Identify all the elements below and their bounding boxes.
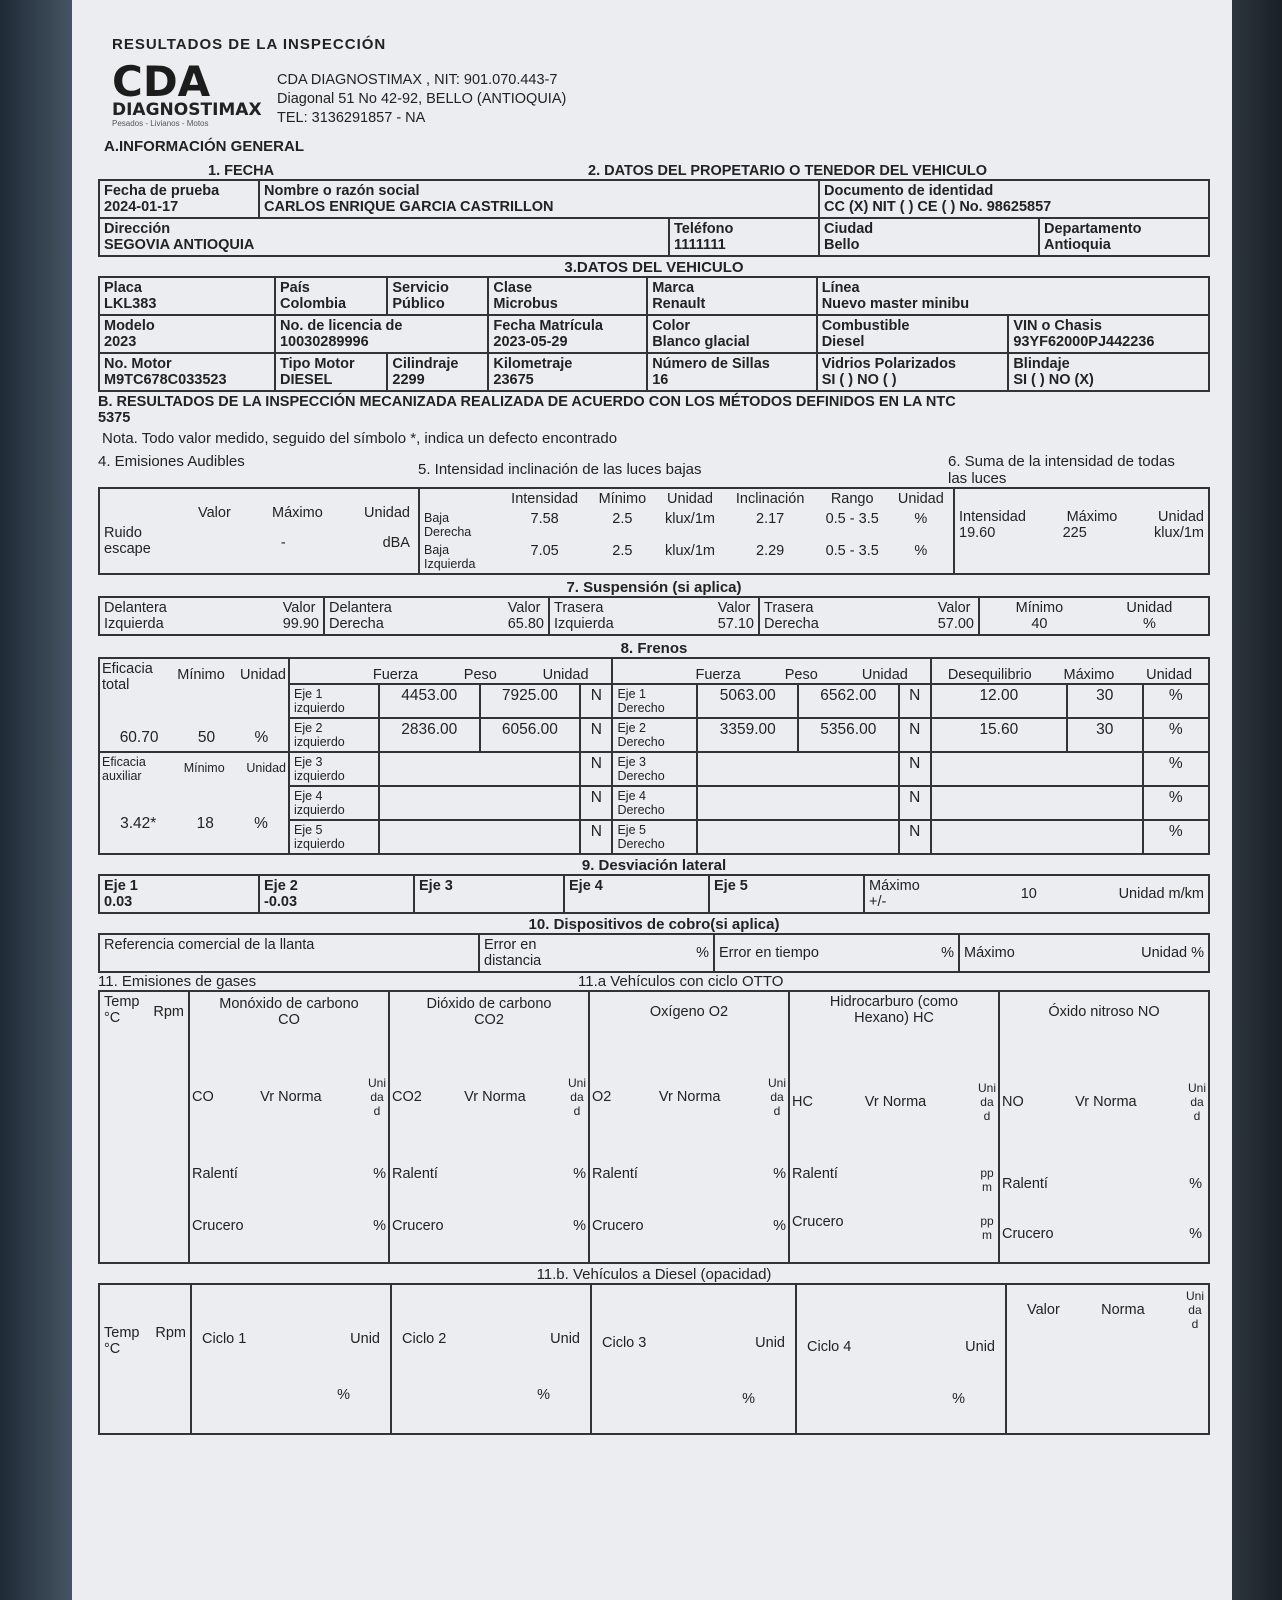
motor-label: No. Motor	[104, 356, 172, 372]
desviacion-maximo: 10	[1020, 886, 1037, 902]
ciclo1-unidad: %	[337, 1387, 350, 1403]
vin-value: 93YF62000PJ442236	[1013, 334, 1155, 350]
co2-crucero-label: Crucero	[392, 1218, 444, 1234]
eje-der-peso: 5356.00	[798, 718, 899, 752]
placa-label: Placa	[104, 280, 142, 296]
luces-bajas-title: 5. Intensidad inclinación de las luces bajas	[418, 461, 702, 478]
eje-unidad: %	[1143, 752, 1209, 786]
eficacia-total-label: Eficacia total	[102, 661, 153, 693]
vehicle-table	[98, 276, 1210, 392]
suma-luces-title: 6. Suma de la intensidad de todas las luces	[948, 453, 1175, 487]
ciclo2-label: Ciclo 2	[402, 1331, 447, 1347]
ciclo2-unid: Unid	[550, 1331, 580, 1347]
fecha-value: 2024-01-17	[104, 199, 179, 215]
ciclo4-unidad: %	[952, 1391, 965, 1407]
eficacia-total-minimo-label: Mínimo	[177, 667, 225, 683]
linea-value: Nuevo master minibu	[821, 296, 970, 312]
luz-unidad: klux/1m	[665, 511, 715, 527]
no-abbr: NO	[1002, 1094, 1024, 1110]
eje-der-fuerza: 5063.00	[697, 684, 798, 718]
co2-norma-label: Vr Norma	[464, 1089, 526, 1105]
combustible-label: Combustible	[821, 318, 910, 334]
eje-der-label: Eje 3 Derecho	[612, 752, 697, 786]
eficacia-aux-label: Eficacia auxiliar	[102, 755, 146, 783]
no-ralenti-unidad: %	[1189, 1176, 1202, 1192]
co-crucero-label: Crucero	[192, 1218, 244, 1234]
hc-ralenti-label: Ralentí	[792, 1166, 838, 1182]
unidad-izq-header: Unidad	[542, 667, 589, 683]
owner-table	[98, 179, 1210, 257]
combustible-value: Diesel	[821, 334, 865, 350]
no-column	[999, 991, 1209, 1263]
no-title: Óxido nitroso NO	[1048, 1004, 1160, 1020]
section-a-title: A.INFORMACIÓN GENERAL	[104, 138, 304, 155]
co-norma-label: Vr Norma	[260, 1089, 322, 1105]
emisiones-table	[98, 487, 1210, 575]
o2-unidad-label: Unidad	[768, 1076, 787, 1118]
licencia-label: No. de licencia de	[279, 318, 403, 334]
modelo-label: Modelo	[104, 318, 155, 334]
o2-crucero-label: Crucero	[592, 1218, 644, 1234]
suspension-label: Trasera Derecha	[764, 600, 819, 632]
peso-der-header: Peso	[784, 667, 818, 683]
diesel-valor-label: Valor	[1027, 1302, 1060, 1318]
eje-izq-unidad: N	[580, 684, 612, 718]
co2-crucero-unidad: %	[573, 1218, 586, 1234]
eficacia-aux-unidad-label: Unidad	[246, 761, 286, 775]
eje-der-unidad: N	[899, 820, 931, 854]
nombre-label: Nombre o razón social	[264, 183, 420, 199]
cobro-unidad-label: Unidad %	[1141, 945, 1204, 961]
eje-izq-peso: 7925.00	[480, 684, 581, 718]
company-name: CDA DIAGNOSTIMAX , NIT: 901.070.443-7	[277, 72, 558, 88]
ciclo4-label: Ciclo 4	[807, 1339, 852, 1355]
company-phone: TEL: 3136291857 - NA	[277, 110, 426, 126]
luz-minimo: 2.5	[612, 511, 633, 527]
no-ralenti-label: Ralentí	[1002, 1176, 1048, 1192]
departamento-label: Departamento	[1044, 221, 1142, 237]
ciclo1-label: Ciclo 1	[202, 1331, 247, 1347]
eje-der-label: Eje 4 Derecho	[612, 786, 697, 820]
luz-rango: 0.5 - 3.5	[825, 543, 879, 559]
company-address: Diagonal 51 No 42-92, BELLO (ANTIOQUIA)	[277, 91, 567, 107]
eje-izq-fuerza: 4453.00	[379, 684, 480, 718]
suma-intensidad: 19.60	[959, 525, 996, 541]
luz-unidad2: %	[914, 511, 928, 527]
desviacion-eje2-valor: -0.03	[264, 894, 298, 910]
eje-der-unidad: N	[899, 718, 931, 752]
diesel-unidad-label: Unidad	[1185, 1289, 1204, 1331]
cobro-error-tiempo-label: Error en tiempo	[719, 945, 819, 961]
o2-norma-label: Vr Norma	[658, 1089, 721, 1105]
co-crucero-unidad: %	[373, 1218, 386, 1234]
eje-der-unidad: N	[899, 684, 931, 718]
unidad-header: Unidad	[667, 491, 713, 507]
eje-maximo: 30	[1067, 684, 1143, 718]
suspension-valor-label: Valor	[507, 600, 541, 616]
suspension-unidad-label: Unidad	[1126, 600, 1173, 616]
co-abbr: CO	[192, 1089, 214, 1105]
cobro-maximo-label: Máximo	[964, 945, 1015, 961]
luz-inclinacion: 2.17	[756, 511, 785, 527]
ntc-number: 5375	[98, 410, 131, 426]
minimo-header: Mínimo	[598, 491, 647, 507]
unidad-der-header: Unidad	[861, 667, 908, 683]
fuerza-izq-header: Fuerza	[372, 667, 419, 683]
o2-column	[589, 991, 789, 1263]
fecha-label: Fecha de prueba	[104, 183, 220, 199]
clase-value: Microbus	[493, 296, 558, 312]
vidrios-value: SI ( ) NO ( )	[821, 372, 897, 388]
ciudad-value: Bello	[824, 237, 860, 253]
luz-intensidad: 7.05	[530, 543, 559, 559]
ciclo2-unidad: %	[537, 1387, 550, 1403]
no-crucero-unidad: %	[1189, 1226, 1202, 1242]
diesel-title: 11.b. Vehículos a Diesel (opacidad)	[536, 1266, 772, 1283]
color-label: Color	[652, 318, 691, 334]
ruido-label: Ruido escape	[104, 525, 151, 557]
page-title: RESULTADOS DE LA INSPECCIÓN	[112, 36, 387, 53]
co-unidad-label: Unidad	[368, 1076, 387, 1118]
logo-text: CDA	[112, 57, 211, 106]
suspension-valor-label: Valor	[282, 600, 316, 616]
hc-abbr: HC	[792, 1094, 813, 1110]
suspension-valor: 57.10	[717, 616, 754, 632]
o2-abbr: O2	[592, 1089, 612, 1105]
matricula-label: Fecha Matrícula	[493, 318, 603, 334]
matricula-value: 2023-05-29	[493, 334, 568, 350]
eje-der-label: Eje 2 Derecho	[612, 718, 697, 752]
cobro-title: 10. Dispositivos de cobro(si aplica)	[528, 916, 780, 933]
diesel-norma-label: Norma	[1101, 1302, 1145, 1318]
blindaje-value: SI ( ) NO (X)	[1013, 372, 1094, 388]
placa-value: LKL383	[104, 296, 157, 312]
hc-crucero-label: Crucero	[792, 1214, 844, 1230]
emisiones-titles	[98, 453, 1210, 487]
suspension-valor: 65.80	[507, 616, 544, 632]
eje-izq-unidad: N	[580, 752, 612, 786]
eje-der-unidad: N	[899, 786, 931, 820]
eje-izq-label: Eje 3 izquierdo	[289, 752, 379, 786]
inclinacion-header: Inclinación	[735, 491, 805, 507]
servicio-value: Público	[392, 296, 445, 312]
vidrios-label: Vidrios Polarizados	[821, 356, 956, 372]
luz-unidad2: %	[914, 543, 928, 559]
eje-izq-label: Eje 1 izquierdo	[289, 684, 379, 718]
eje-maximo: 30	[1067, 718, 1143, 752]
eficacia-total-minimo: 50	[197, 729, 216, 746]
eje-desequilibrio: 15.60	[931, 718, 1067, 752]
suspension-unidad: %	[1142, 616, 1156, 632]
kilometraje-label: Kilometraje	[493, 356, 573, 372]
gases-titles	[98, 973, 1210, 990]
desviacion-eje5-label: Eje 5	[714, 878, 748, 894]
sillas-label: Número de Sillas	[652, 356, 770, 372]
eje-izq-label: Eje 2 izquierdo	[289, 718, 379, 752]
documento-label: Documento de identidad	[824, 183, 994, 199]
peso-izq-header: Peso	[463, 667, 497, 683]
suspension-valor: 57.00	[937, 616, 974, 632]
desviacion-eje3-label: Eje 3	[419, 878, 453, 894]
co2-column	[389, 991, 589, 1263]
suspension-title: 7. Suspensión (si aplica)	[566, 579, 742, 596]
cilindraje-label: Cilindraje	[392, 356, 459, 372]
luz-unidad: klux/1m	[665, 543, 715, 559]
otto-temp-label: Temp °C	[104, 994, 140, 1026]
ruido-maximo-header: Máximo	[272, 505, 323, 521]
fecha-title: 1. FECHA	[208, 163, 275, 179]
suspension-label: Delantera Izquierda	[104, 600, 167, 632]
no-crucero-label: Crucero	[1002, 1226, 1054, 1242]
color-value: Blanco glacial	[652, 334, 750, 350]
pais-label: País	[279, 280, 310, 296]
desviacion-table	[98, 874, 1210, 914]
hc-ralenti-unidad: ppm	[980, 1166, 994, 1194]
eje-der-label: Eje 5 Derecho	[612, 820, 697, 854]
marca-value: Renault	[652, 296, 706, 312]
section-b-title: B. RESULTADOS DE LA INSPECCIÓN MECANIZADA REALIZADA DE ACUERDO CON LOS MÉTODOS DEFINIDOS EN LA NTC	[98, 394, 956, 410]
logo-subtext: DIAGNOSTIMAX	[112, 100, 262, 120]
diesel-rpm-label: Rpm	[155, 1325, 186, 1341]
nota: Nota. Todo valor medido, seguido del símbolo *, indica un defecto encontrado	[102, 430, 618, 447]
ruido-unidad-header: Unidad	[364, 505, 410, 521]
gases-title: 11. Emisiones de gases	[98, 973, 257, 990]
eje-der-fuerza: 3359.00	[697, 718, 798, 752]
co2-ralenti-unidad: %	[573, 1166, 586, 1182]
suspension-valor-label: Valor	[717, 600, 751, 616]
ciclo3-label: Ciclo 3	[602, 1335, 647, 1351]
desequilibrio-header: Desequilibrio	[947, 667, 1032, 683]
ciclo4-unid: Unid	[965, 1339, 995, 1355]
owner-title: 2. DATOS DEL PROPETARIO O TENEDOR DEL VEHICULO	[588, 163, 988, 179]
otto-table	[98, 990, 1210, 1264]
ciclo1-unid: Unid	[350, 1331, 380, 1347]
diesel-temp-label: Temp °C	[104, 1325, 140, 1357]
desviacion-unidad: Unidad m/km	[1118, 886, 1204, 902]
suma-intensidad-header: Intensidad	[959, 509, 1026, 525]
kilometraje-value: 23675	[493, 372, 534, 388]
rango-header: Rango	[830, 491, 874, 507]
luz-rango: 0.5 - 3.5	[825, 511, 879, 527]
ciudad-label: Ciudad	[824, 221, 874, 237]
eje-izq-peso: 6056.00	[480, 718, 581, 752]
servicio-label: Servicio	[392, 280, 449, 296]
blindaje-label: Blindaje	[1013, 356, 1070, 372]
unidad2-header: Unidad	[897, 491, 944, 507]
eje-unidad: %	[1143, 718, 1209, 752]
ciclo3-unidad: %	[742, 1391, 755, 1407]
suspension-minimo-label: Mínimo	[1015, 600, 1064, 616]
unidad-header: Unidad	[1146, 667, 1193, 683]
departamento-value: Antioquia	[1044, 237, 1111, 253]
suma-unidad-header: Unidad	[1158, 509, 1204, 525]
eje-desequilibrio: 12.00	[931, 684, 1067, 718]
modelo-value: 2023	[104, 334, 137, 350]
cobro-error-tiempo-unidad: %	[941, 945, 954, 961]
clase-label: Clase	[493, 280, 533, 296]
co-ralenti-label: Ralentí	[192, 1166, 238, 1182]
eficacia-total-unidad: %	[254, 729, 269, 746]
freno-eje-3-row	[99, 752, 1209, 786]
direccion-value: SEGOVIA ANTIOQUIA	[104, 237, 255, 253]
co-title: Monóxido de carbono CO	[219, 996, 359, 1028]
suspension-label: Delantera Derecha	[329, 600, 392, 632]
eje-izq-unidad: N	[580, 786, 612, 820]
hc-column	[789, 991, 999, 1263]
eficacia-aux-unidad: %	[254, 815, 268, 832]
suspension-valor: 99.90	[282, 616, 319, 632]
frenos-title: 8. Frenos	[620, 640, 688, 657]
eje-unidad: %	[1143, 684, 1209, 718]
eje-izq-unidad: N	[580, 820, 612, 854]
eficacia-aux-minimo: 18	[196, 815, 214, 832]
o2-ralenti-label: Ralentí	[592, 1166, 638, 1182]
suspension-label: Trasera Izquierda	[554, 600, 614, 632]
suspension-minimo: 40	[1031, 616, 1048, 632]
documento-value: CC (X) NIT ( ) CE ( ) No. 98625857	[824, 199, 1052, 215]
luz-baja-derecha-row	[420, 509, 953, 541]
hc-title: Hidrocarburo (como Hexano) HC	[829, 994, 959, 1026]
ciclo3-unid: Unid	[755, 1335, 785, 1351]
eje-izq-fuerza: 2836.00	[379, 718, 480, 752]
o2-crucero-unidad: %	[773, 1218, 786, 1234]
cobro-error-distancia-unidad: %	[696, 945, 709, 961]
eje-der-peso: 6562.00	[798, 684, 899, 718]
luz-baja-izquierda-row	[420, 541, 953, 573]
desviacion-eje1-valor: 0.03	[104, 894, 133, 910]
eje-unidad: %	[1143, 786, 1209, 820]
co2-abbr: CO2	[392, 1089, 422, 1105]
luz-label: Baja Derecha	[424, 511, 472, 539]
luz-minimo: 2.5	[612, 543, 633, 559]
cobro-referencia-label: Referencia comercial de la llanta	[104, 937, 315, 953]
logo-tagline: Pesados - Livianos - Motos	[112, 119, 209, 128]
hc-unidad-label: Unidad	[977, 1081, 996, 1123]
company-header	[112, 57, 1210, 128]
desviacion-eje2-label: Eje 2	[264, 878, 298, 894]
company-info	[277, 71, 566, 128]
hc-crucero-unidad: ppm	[980, 1214, 994, 1242]
ruido-maximo: -	[280, 535, 286, 551]
desviacion-maximo-label: Máximo +/-	[869, 878, 920, 910]
fuerza-der-header: Fuerza	[695, 667, 741, 683]
luz-label: Baja Izquierda	[424, 543, 476, 571]
eje-izq-label: Eje 4 izquierdo	[289, 786, 379, 820]
eficacia-total-unidad-label: Unidad	[240, 667, 286, 683]
pais-value: Colombia	[279, 296, 347, 312]
desviacion-eje4-label: Eje 4	[569, 878, 603, 894]
cobro-table	[98, 933, 1210, 973]
tipo-motor-label: Tipo Motor	[279, 356, 355, 372]
eje-izq-unidad: N	[580, 718, 612, 752]
eje-unidad: %	[1143, 820, 1209, 854]
cilindraje-value: 2299	[392, 372, 425, 388]
hc-norma-label: Vr Norma	[864, 1094, 927, 1110]
co2-unidad-label: Unidad	[567, 1076, 586, 1118]
tipo-motor-value: DIESEL	[279, 372, 333, 388]
direccion-label: Dirección	[104, 221, 171, 237]
eje-der-label: Eje 1 Derecho	[612, 684, 697, 718]
otto-title: 11.a Vehículos con ciclo OTTO	[578, 973, 784, 990]
vehiculo-title: 3.DATOS DEL VEHICULO	[564, 259, 744, 276]
suma-unidad: klux/1m	[1154, 525, 1204, 541]
suma-maximo: 225	[1062, 525, 1087, 541]
nombre-value: CARLOS ENRIQUE GARCIA CASTRILLON	[264, 199, 554, 215]
eje-der-unidad: N	[899, 752, 931, 786]
background-left	[0, 0, 80, 1600]
ruido-valor-header: Valor	[198, 505, 231, 521]
co2-ralenti-label: Ralentí	[392, 1166, 438, 1182]
o2-title: Oxígeno O2	[649, 1004, 729, 1020]
co-column	[189, 991, 389, 1263]
eficacia-aux-minimo-label: Mínimo	[183, 761, 225, 775]
eficacia-total-valor: 60.70	[119, 729, 159, 746]
intensidad-header: Intensidad	[511, 491, 579, 507]
licencia-value: 10030289996	[279, 334, 369, 350]
vin-label: VIN o Chasis	[1013, 318, 1102, 334]
no-unidad-label: Unidad	[1188, 1081, 1207, 1123]
maximo-header: Máximo	[1063, 667, 1115, 683]
cobro-error-distancia-label: Error en distancia	[484, 937, 542, 969]
owner-titles	[98, 163, 1210, 179]
telefono-label: Teléfono	[674, 221, 734, 237]
company-logo	[112, 57, 277, 128]
eje-izq-label: Eje 5 izquierdo	[289, 820, 379, 854]
inspection-sheet	[72, 0, 1232, 1600]
co-ralenti-unidad: %	[373, 1166, 386, 1182]
emisiones-audibles-title: 4. Emisiones Audibles	[98, 453, 245, 470]
ruido-unidad: dBA	[382, 535, 410, 551]
suspension-table	[98, 596, 1210, 636]
motor-value: M9TC678C033523	[104, 372, 227, 388]
telefono-value: 1111111	[674, 237, 726, 253]
otto-rpm-label: Rpm	[153, 1004, 184, 1020]
diesel-table	[98, 1283, 1210, 1435]
linea-label: Línea	[821, 280, 860, 296]
eficacia-aux-valor: 3.42*	[120, 815, 157, 832]
co2-title: Dióxido de carbono CO2	[426, 996, 552, 1028]
desviacion-title: 9. Desviación lateral	[581, 857, 727, 874]
suma-maximo-header: Máximo	[1066, 509, 1118, 525]
marca-label: Marca	[652, 280, 695, 296]
luz-inclinacion: 2.29	[756, 543, 785, 559]
suspension-valor-label: Valor	[937, 600, 971, 616]
sillas-value: 16	[652, 372, 669, 388]
o2-ralenti-unidad: %	[773, 1166, 786, 1182]
luz-intensidad: 7.58	[530, 511, 559, 527]
no-norma-label: Vr Norma	[1075, 1094, 1137, 1110]
desviacion-eje1-label: Eje 1	[104, 878, 138, 894]
frenos-table	[98, 657, 1210, 855]
